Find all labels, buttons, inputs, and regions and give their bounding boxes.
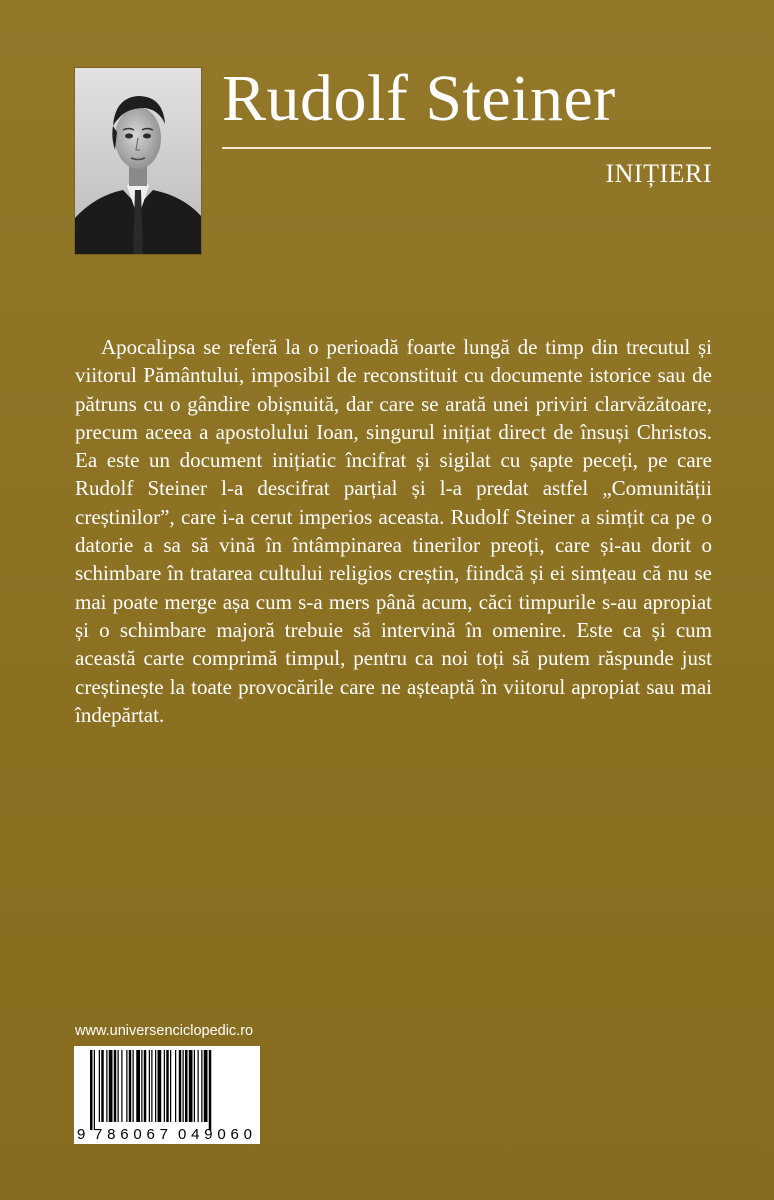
barcode-bar: [198, 1050, 199, 1122]
barcode-bar: [158, 1050, 162, 1122]
barcode-bar: [99, 1050, 100, 1122]
barcode-bar: [114, 1050, 117, 1122]
barcode-bar: [101, 1050, 104, 1122]
barcode-bar: [201, 1050, 202, 1122]
isbn-digits-left: 786067: [94, 1126, 168, 1143]
barcode-bar: [151, 1050, 152, 1122]
isbn-digit-first: 9: [77, 1126, 86, 1143]
book-description: Apocalipsa se referă la o perioadă foarte lungă de timp din trecutul și viitorul Pământului, imposibil de reconstituit cu documente istorice sau de pătruns cu o gândire obișnuită, dar care se arată unei priviri clarvăzătoare, precum aceea a apostolului Ioan, singurul inițiat direct de însuși Christos. Ea este un document inițiatic încifrat și sigilat cu șapte peceți, pe care Rudolf Steiner l-a descifrat parțial și l-a predat astfel „Comunității creștinilor”, care i-a cerut imperios aceasta. Rudolf Steiner a simțit ca pe o datorie a sa să vină în întâmpinarea tinerilor preoți, care și-au dorit o schimbare în tratarea cultului religios creștin, fiindcă și ei simțeau că nu se mai poate merge așa cum s-a mers până acum, căci timpurile s-au apropiat și o schimbare majoră trebuie să intervină în omenire. Este ca și cum această carte comprimă timpul, pentru ca noi toți să putem răspunde just creștinește la toate provocările care ne așteaptă în viitorul apropiat sau mai îndepărtat.: [75, 335, 712, 727]
barcode-bar: [144, 1050, 147, 1122]
series-name: INIȚIERI: [605, 159, 712, 188]
barcode-bar: [209, 1050, 212, 1130]
barcode-bar: [204, 1050, 208, 1122]
barcode-bar: [179, 1050, 182, 1122]
isbn-barcode: [74, 1046, 260, 1144]
barcode-bar: [155, 1050, 156, 1122]
author-portrait: [75, 68, 201, 254]
barcode-bar: [90, 1050, 93, 1130]
barcode-bar: [141, 1050, 142, 1122]
barcode-bar: [126, 1050, 127, 1122]
barcode-bar: [170, 1050, 171, 1122]
barcode-bar: [189, 1050, 193, 1122]
barcode-bar: [129, 1050, 132, 1122]
barcode-bar: [183, 1050, 184, 1122]
barcode-bar: [121, 1050, 122, 1122]
title-divider: [222, 147, 711, 149]
barcode-bar: [166, 1050, 169, 1122]
author-portrait-image: [75, 68, 201, 254]
barcode-graphic: [74, 1046, 260, 1144]
barcode-bar: [94, 1050, 95, 1130]
barcode-bar: [136, 1050, 140, 1122]
barcode-bar: [164, 1050, 165, 1122]
barcode-bar: [149, 1050, 150, 1122]
barcode-bar: [185, 1050, 188, 1122]
isbn-digits-right: 049060: [178, 1126, 252, 1143]
author-name: Rudolf Steiner: [222, 62, 616, 135]
barcode-bar: [109, 1050, 113, 1122]
barcode-bar: [118, 1050, 119, 1122]
barcode-bar: [106, 1050, 107, 1122]
barcode-bars: [90, 1050, 211, 1130]
publisher-website: www.universenciclopedic.ro: [75, 1023, 254, 1039]
barcode-bar: [133, 1050, 134, 1122]
barcode-bar: [175, 1050, 176, 1122]
barcode-bar: [194, 1050, 195, 1122]
